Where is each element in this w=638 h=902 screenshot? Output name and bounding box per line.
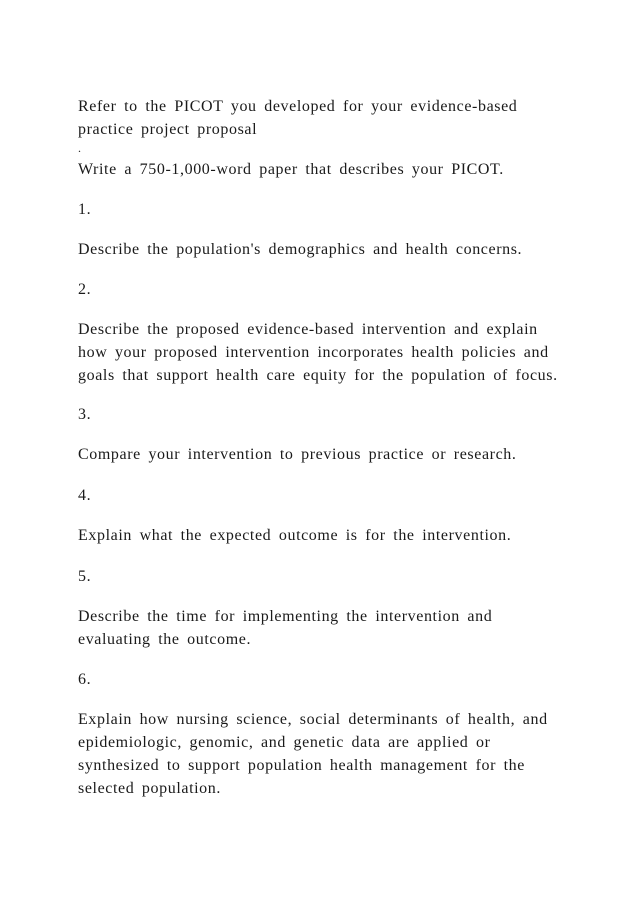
item-2-line-3: goals that support health care equity for the population of focus. [78,367,558,384]
intro-line-3: Write a 750-1,000-word paper that describes your PICOT. [78,161,504,178]
intro-dot: . [78,141,82,155]
item-6-line-2: epidemiologic, genomic, and genetic data are applied or [78,734,491,751]
intro-line-2: practice project proposal [78,121,258,138]
item-6-line-3: synthesized to support population health management for the [78,757,525,774]
item-2-line-2: how your proposed intervention incorporates health policies and [78,344,549,361]
item-2-line-1: Describe the proposed evidence-based intervention and explain [78,321,538,338]
item-5-number: 5. [78,568,92,585]
item-4-line-1: Explain what the expected outcome is for the intervention. [78,527,512,544]
item-3-line-1: Compare your intervention to previous practice or research. [78,446,517,463]
item-6-line-4: selected population. [78,780,221,797]
item-5-line-1: Describe the time for implementing the intervention and [78,608,493,625]
item-3-number: 3. [78,406,92,423]
item-6-number: 6. [78,671,92,688]
item-2-number: 2. [78,281,92,298]
item-6-line-1: Explain how nursing science, social determinants of health, and [78,711,548,728]
intro-line-1: Refer to the PICOT you developed for your evidence-based [78,98,518,115]
item-4-number: 4. [78,487,92,504]
item-5-line-2: evaluating the outcome. [78,631,252,648]
item-1-line-1: Describe the population's demographics and health concerns. [78,241,523,258]
item-1-number: 1. [78,201,92,218]
